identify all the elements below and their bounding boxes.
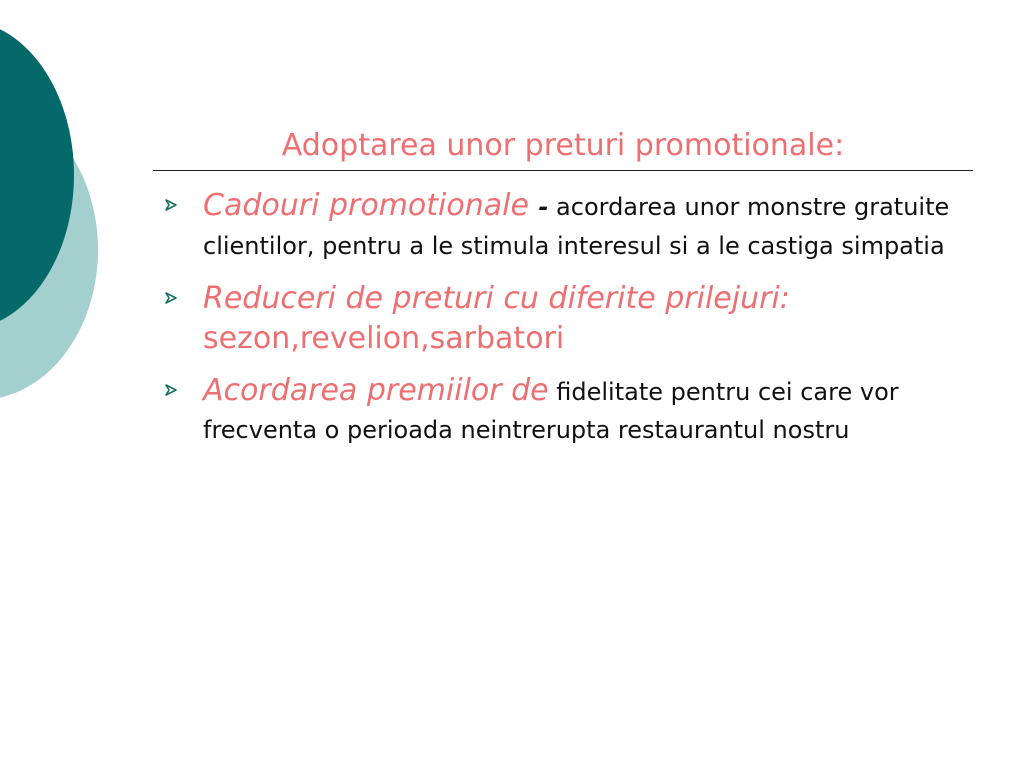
bullet-emphasis: Acordarea premiilor de [203, 373, 549, 408]
arrow-bullet-icon [164, 291, 178, 305]
bullet-continuation: sezon,revelion,sarbatori [203, 321, 565, 356]
bullet-text: acordarea unor monstre gratuite clientilor, pentru a le stimula interesul si a le castiga simpatia [203, 193, 950, 260]
bullet-item [160, 186, 970, 267]
bullet-text: fidelitate pentru cei care vor frecventa o perioada neintrerupta restaurantul nostru [203, 378, 899, 444]
bullet-emphasis: Cadouri promotionale [203, 188, 539, 223]
bullet-emphasis: Reduceri de preturi cu diferite prilejuri: [203, 281, 790, 316]
slide-title: Adoptarea unor preturi promotionale: [281, 128, 845, 163]
arrow-bullet-icon [164, 198, 178, 212]
bullet-item [160, 279, 970, 359]
bullet-item [160, 371, 970, 450]
bullet-list [160, 186, 970, 462]
bullet-separator: - [538, 193, 549, 221]
arrow-bullet-icon [164, 383, 178, 397]
title-divider [153, 170, 973, 171]
